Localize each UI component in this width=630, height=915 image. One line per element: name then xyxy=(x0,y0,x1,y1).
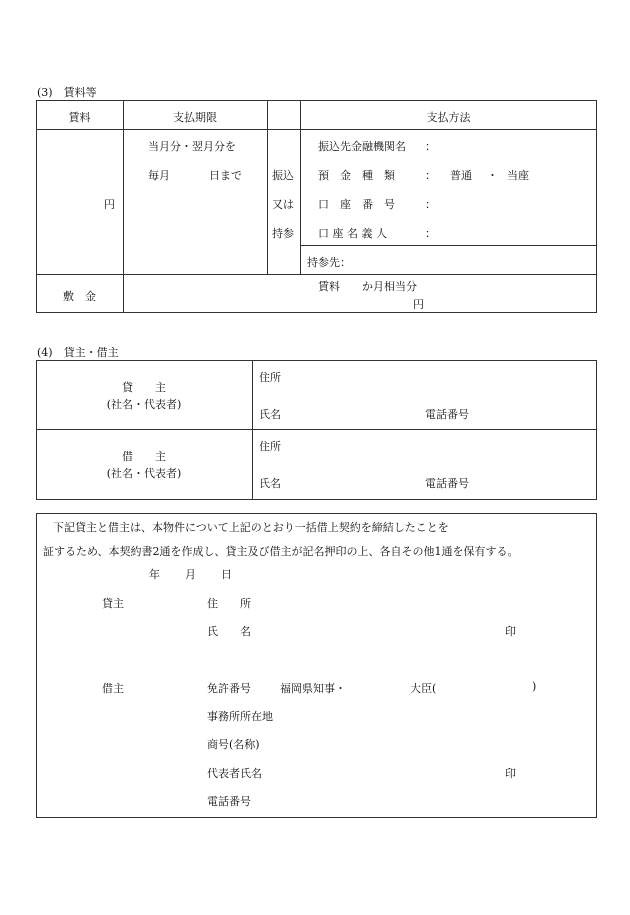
account-holder-colon: ： xyxy=(425,227,436,240)
section4-heading: (4) 貸主・借主 xyxy=(37,346,119,359)
sign-lessor-name: 氏 名 xyxy=(207,625,251,638)
or-label: 又は xyxy=(272,198,294,211)
license-number-label: 免許番号 xyxy=(207,682,251,695)
date-day: 日 xyxy=(221,568,232,581)
account-holder-label: 口 座 名 義 人 xyxy=(318,227,387,240)
rent-header-divider xyxy=(36,129,597,130)
account-number-label: 口 座 番 号 xyxy=(318,198,395,211)
option-separator: ・ xyxy=(487,169,498,182)
account-number-colon: ： xyxy=(425,198,436,211)
period-header: 支払期限 xyxy=(173,111,217,124)
rent-header: 賃料 xyxy=(68,111,91,124)
parties-col-divider xyxy=(252,360,253,500)
date-month: 月 xyxy=(185,568,196,581)
transfer-label: 振込 xyxy=(272,169,294,182)
bank-name-label: 振込先金融機関名 xyxy=(318,140,406,153)
lessee-phone-label: 電話番号 xyxy=(425,477,469,490)
rent-col-divider xyxy=(123,100,124,313)
method-header: 支払方法 xyxy=(426,111,471,124)
sign-lessor-address: 住 所 xyxy=(207,597,251,610)
lessor-name-label: 氏名 xyxy=(259,408,281,421)
carry-label: 持参 xyxy=(272,227,294,240)
deposit-divider xyxy=(36,274,597,275)
rent-yen: 円 xyxy=(104,198,115,211)
sign-lessee-label: 借主 xyxy=(102,682,124,695)
lessor-phone-label: 電話番号 xyxy=(425,408,469,421)
deposit-months: 賃料 か月相当分 xyxy=(318,280,417,293)
phone-number-label: 電話番号 xyxy=(207,795,251,808)
representative-name-label: 代表者氏名 xyxy=(207,767,262,780)
lessee-title: 借 主 xyxy=(122,450,166,463)
lessor-title: 貸 主 xyxy=(122,381,166,394)
deposit-label: 敷 金 xyxy=(63,290,96,303)
period-col-divider xyxy=(267,100,268,275)
lessee-address-label: 住所 xyxy=(259,440,281,453)
lessee-seal: 印 xyxy=(505,767,516,780)
contract-text-line1: 下記貸主と借主は、本物件について上記のとおり一括借上契約を締結したことを xyxy=(53,521,449,534)
close-paren: ) xyxy=(532,680,537,693)
carry-divider xyxy=(300,245,597,246)
parties-divider xyxy=(36,429,597,430)
minister-label: 大臣( xyxy=(410,682,437,695)
lessor-subtitle: (社名・代表者) xyxy=(106,398,182,411)
section3-heading: (3) 賃料等 xyxy=(37,86,97,99)
rent-table xyxy=(36,100,597,313)
period-monthly: 毎月 xyxy=(148,169,170,182)
period-line1: 当月分・翌月分を xyxy=(148,140,236,153)
office-location-label: 事務所所在地 xyxy=(207,710,273,723)
lessor-seal: 印 xyxy=(505,625,516,638)
current-option: 当座 xyxy=(507,169,529,182)
carry-to-label: 持参先： xyxy=(307,256,351,269)
transfer-col-divider xyxy=(300,100,301,275)
trade-name-label: 商号(名称) xyxy=(207,738,260,751)
deposit-type-label: 預 金 種 類 xyxy=(318,169,395,182)
bank-name-colon: ： xyxy=(425,140,436,153)
period-day: 日まで xyxy=(209,169,242,182)
lessee-subtitle: (社名・代表者) xyxy=(106,467,182,480)
date-year: 年 xyxy=(149,568,160,581)
sign-lessor-label: 貸主 xyxy=(102,597,124,610)
deposit-type-colon: ： xyxy=(425,169,436,182)
lessor-address-label: 住所 xyxy=(259,371,281,384)
contract-text-line2: 証するため、本契約書2通を作成し、貸主及び借主が記名押印の上、各自その他1通を保有する。 xyxy=(43,545,519,558)
deposit-yen: 円 xyxy=(413,298,424,311)
ordinary-option: 普通 xyxy=(450,169,472,182)
fukuoka-governor: 福岡県知事・ xyxy=(280,682,346,695)
lessee-name-label: 氏名 xyxy=(259,477,281,490)
